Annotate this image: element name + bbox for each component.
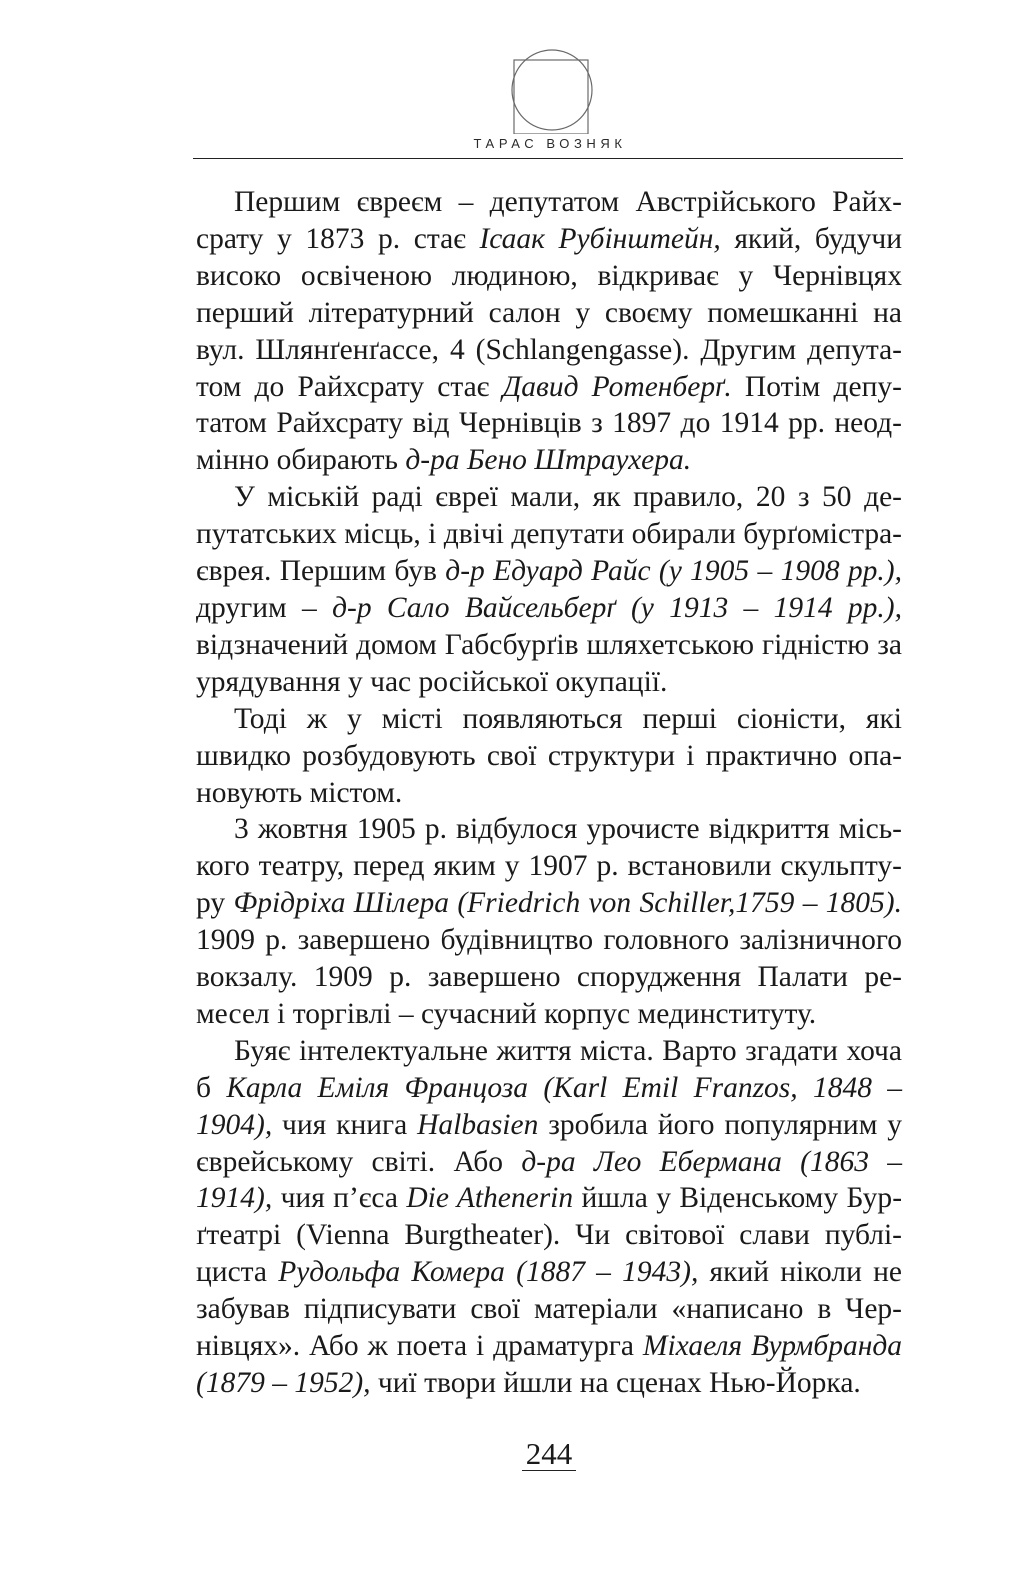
italic-text-segment: д-ра Лео Ебермана (1863 – 1914), bbox=[196, 1145, 902, 1215]
text-segment: 1909 р. завершено будівництво головного залізничного вокзалу. 1909 р. завершено спорудження Палати ремесел і торгівлі – сучасний корпус мединституту. bbox=[196, 924, 902, 1030]
main-text bbox=[196, 184, 902, 1402]
italic-text-segment: Давид Ротенберґ. bbox=[502, 370, 732, 403]
text-segment: Потім депутатом Райхсрату від Чернівців з 1897 до 1914 рр. неодмінно обирають bbox=[196, 370, 902, 477]
italic-text-segment: Карла Еміля Францоза (Karl Emil Franzos, 1848 – 1904), bbox=[196, 1071, 903, 1141]
running-head-author: ТАРАС ВОЗНЯК bbox=[473, 136, 627, 151]
paragraph bbox=[196, 479, 902, 700]
text-segment: йшла у Віденському Бурґтеатрі (Vienna Burgtheater). Чи світової слави публіциста bbox=[196, 1182, 903, 1289]
text-segment: 3 жовтня 1905 р. відбулося урочисте відкриття міського театру, перед яким у 1907 р. встановили скульптуру bbox=[196, 813, 902, 920]
italic-text-segment: Die Athenerin bbox=[406, 1182, 574, 1215]
text-segment: чия книга bbox=[272, 1108, 418, 1141]
text-segment: який ніколи не забував підписувати свої матеріали «написано в Чернівцях». Або ж поета і драматурга bbox=[196, 1256, 903, 1363]
italic-text-segment: д-р Сало Вайсельберґ (у 1913 – 1914 рр.), bbox=[332, 591, 902, 624]
italic-text-segment: Міхаеля Вурмбранда (1879 – 1952), bbox=[196, 1330, 903, 1399]
italic-text-segment: Ісаак Рубінштейн, bbox=[479, 222, 721, 255]
circle-square-logo-icon bbox=[508, 46, 596, 134]
text-segment: який, будучи високо освіченою людиною, відкриває у Чернівцях перший літературний салон у своєму помешканні на вул. Шлянґенґассе, 4 (Schlangengasse). Другим депутатом до Райхсрату стає bbox=[196, 222, 902, 403]
text-segment: Тоді ж у місті появляються перші сіоністи, які швидко розбудовують свої структури і практично опановують містом. bbox=[196, 702, 902, 809]
paragraph bbox=[196, 1033, 902, 1402]
text-segment: Першим євреєм – депутатом Австрійського Райхсрату у 1873 р. стає bbox=[196, 186, 902, 255]
text-segment: Буяє інтелектуальне життя міста. Варто згадати хоча б bbox=[196, 1034, 902, 1104]
text-segment: У міській раді євреї мали, як правило, 20 з 50 депутатських місць, і двічі депутати обирали бурґомістра-єврея. Першим був bbox=[196, 481, 902, 588]
paragraph bbox=[196, 701, 902, 812]
italic-text-segment: Рудольфа Комера (1887 – 1943), bbox=[278, 1256, 699, 1289]
paragraph bbox=[196, 184, 902, 479]
italic-text-segment: Halbasien bbox=[417, 1108, 539, 1141]
text-segment: відзначений домом Габсбурґів шляхетською гідністю за урядування у час російської окупації. bbox=[196, 628, 902, 698]
text-segment: зробила його популярним у єврейському світі. Або bbox=[196, 1108, 902, 1178]
italic-text-segment: д-р Едуард Райс (у 1905 – 1908 рр.), bbox=[445, 555, 902, 588]
header-rule bbox=[193, 158, 903, 159]
text-segment: другим – bbox=[196, 591, 333, 624]
paragraph bbox=[196, 811, 902, 1032]
page-number: 244 bbox=[525, 1436, 573, 1471]
text-segment: чиї твори йшли на сценах Нью-Йорка. bbox=[370, 1367, 861, 1399]
page-number-underline bbox=[522, 1470, 576, 1471]
text-segment: чия п’єса bbox=[272, 1182, 407, 1215]
italic-text-segment: д-ра Бено Штраухера. bbox=[405, 444, 692, 477]
italic-text-segment: Фрідріха Шілера (Friedrich von Schiller,1759 – 1805). bbox=[233, 887, 902, 920]
